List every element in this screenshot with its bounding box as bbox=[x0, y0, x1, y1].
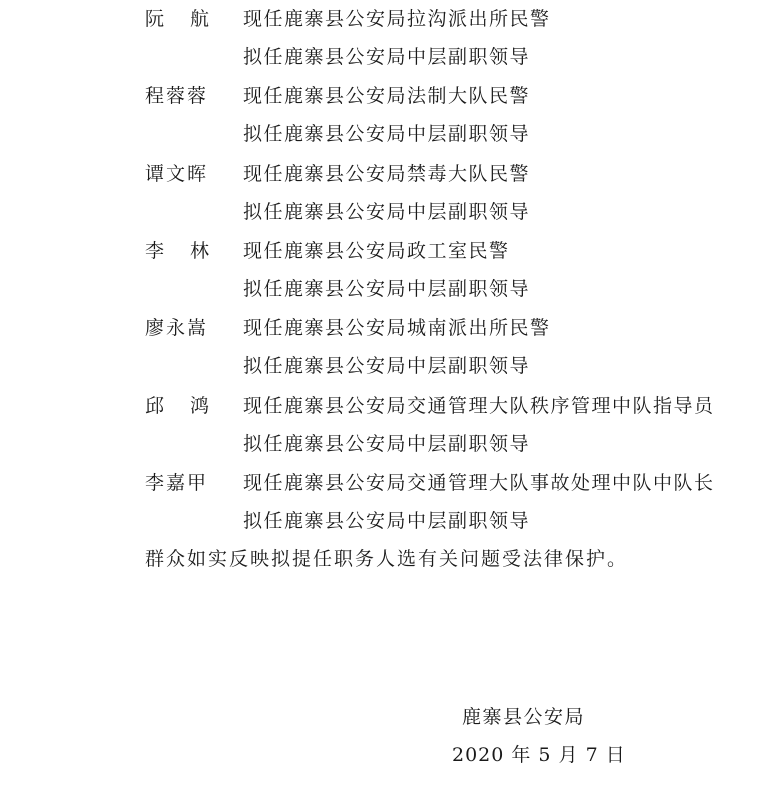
candidate-name: 程蓉蓉 bbox=[145, 85, 209, 107]
proposed-position: 拟任鹿寨县公安局中层副职领导 bbox=[243, 46, 531, 68]
candidate-entry bbox=[0, 81, 784, 159]
issuing-authority: 鹿寨县公安局 bbox=[462, 706, 586, 728]
candidate-name: 廖永嵩 bbox=[145, 317, 209, 339]
candidate-entry bbox=[0, 391, 784, 469]
current-position: 现任鹿寨县公安局禁毒大队民警 bbox=[243, 163, 531, 185]
current-position: 现任鹿寨县公安局拉沟派出所民警 bbox=[243, 8, 551, 30]
candidate-name: 邱鸿 bbox=[145, 395, 236, 417]
proposed-position: 拟任鹿寨县公安局中层副职领导 bbox=[243, 123, 531, 145]
candidate-name: 李嘉甲 bbox=[145, 472, 209, 494]
candidate-entry bbox=[0, 4, 784, 82]
candidate-entry bbox=[0, 313, 784, 391]
proposed-position: 拟任鹿寨县公安局中层副职领导 bbox=[243, 278, 531, 300]
candidate-entry bbox=[0, 159, 784, 237]
current-position: 现任鹿寨县公安局法制大队民警 bbox=[243, 85, 531, 107]
candidate-entry bbox=[0, 236, 784, 314]
proposed-position: 拟任鹿寨县公安局中层副职领导 bbox=[243, 510, 531, 532]
candidate-name: 李林 bbox=[145, 240, 236, 262]
issue-date: 2020 年 5 月 7 日 bbox=[452, 744, 626, 766]
proposed-position: 拟任鹿寨县公安局中层副职领导 bbox=[243, 355, 531, 377]
current-position: 现任鹿寨县公安局交通管理大队秩序管理中队指导员 bbox=[243, 395, 715, 417]
proposed-position: 拟任鹿寨县公安局中层副职领导 bbox=[243, 201, 531, 223]
current-position: 现任鹿寨县公安局交通管理大队事故处理中队中队长 bbox=[243, 472, 715, 494]
candidate-name: 阮航 bbox=[145, 8, 236, 30]
candidate-entry bbox=[0, 468, 784, 546]
proposed-position: 拟任鹿寨县公安局中层副职领导 bbox=[243, 433, 531, 455]
current-position: 现任鹿寨县公安局城南派出所民警 bbox=[243, 317, 551, 339]
current-position: 现任鹿寨县公安局政工室民警 bbox=[243, 240, 510, 262]
candidate-name: 谭文晖 bbox=[145, 163, 209, 185]
legal-protection-notice: 群众如实反映拟提任职务人选有关问题受法律保护。 bbox=[145, 548, 629, 570]
